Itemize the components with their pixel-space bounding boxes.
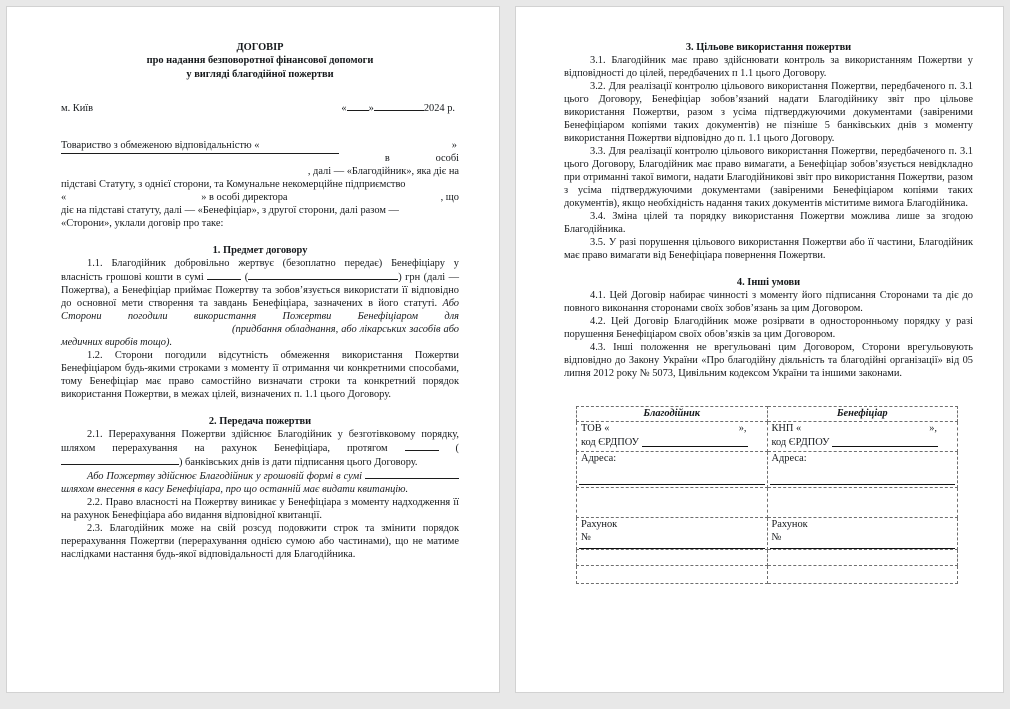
clause-2-1-text-a: 2.1. Перерахування Пожертви здійснює Благодійник у безготівковому порядку, шляхом перерахування на рахунок Бенефіціара, протягом <box>61 429 459 455</box>
heading-section-4: 4. Інші умови <box>736 277 801 288</box>
clause-2-1-alt-sum-blank[interactable] <box>365 469 459 479</box>
cell-donor-account[interactable] <box>577 518 768 550</box>
clause-2-1-days-words-blank[interactable] <box>61 455 179 465</box>
title-line-2: про надання безповоротної фінансової допомоги <box>146 55 374 67</box>
preamble-line-1 <box>61 139 459 152</box>
preamble-line-6: діє на підставі статуту, далі — «Бенефіціар», з другої сторони, далі разом — <box>61 205 399 217</box>
donor-org-name-row <box>581 423 763 435</box>
beneficiary-account-blank[interactable] <box>770 548 956 549</box>
document-page-2 <box>515 6 1004 693</box>
donor-address-blank[interactable] <box>579 484 765 485</box>
cell-beneficiary-spacer[interactable] <box>767 488 958 518</box>
clause-2-1-paren-open: ( <box>455 443 460 455</box>
cell-donor-signature[interactable] <box>577 550 768 566</box>
heading-section-1: 1. Предмет договору <box>212 245 308 257</box>
preamble-beneficiary-blank[interactable] <box>78 191 190 200</box>
cell-beneficiary-account[interactable] <box>767 518 958 550</box>
title-line-1: ДОГОВІР <box>236 42 284 53</box>
beneficiary-edrpou-label: код ЄРДПОУ <box>771 436 830 448</box>
clause-1-1-italic-b: (придбання обладнання, або лікарських засобів або медичних виробів тощо). <box>61 324 459 349</box>
date-day-blank[interactable] <box>347 101 369 111</box>
clause-1-1 <box>61 257 459 349</box>
clause-2-3: 2.3. Благодійник може на свій розсуд подовжити строк та змінити порядок перерахування Пожертви (перерахування однією сумою або частинами), що не матиме наслідками настання будь-якої відповідальності для Благодійника. <box>61 523 459 561</box>
preamble <box>61 139 459 230</box>
preamble-line-3: , далі — «Благодійник», яка діє на <box>307 166 459 178</box>
table-row-account <box>577 518 958 550</box>
preamble-director-text: » в особі директора <box>201 192 288 204</box>
clause-4-1: 4.1. Цей Договір набирає чинності з моменту його підписання Сторонами та діє до повного виконання сторонами своїх зобов’язань за цим Договором. <box>564 290 973 314</box>
city-date-row <box>61 101 459 115</box>
clause-2-2: 2.2. Право власності на Пожертву виникає у Бенефіціара з моменту надходження її на рахунок Бенефіціара або видання відповідної квитанції. <box>61 497 459 522</box>
clause-1-1-purpose-blank[interactable] <box>61 323 229 332</box>
preamble-word-osobi: особі <box>435 153 459 165</box>
preamble-donor-prefix: Товариство з обмеженою відповідальністю « <box>61 140 260 152</box>
preamble-donor-blank[interactable] <box>61 152 339 154</box>
donor-edrpou-row <box>581 437 748 448</box>
table-row-org <box>577 422 958 452</box>
beneficiary-org-prefix: КНП « <box>771 423 802 435</box>
beneficiary-address-blank[interactable] <box>770 484 956 485</box>
date-year: 2024 р. <box>423 103 455 115</box>
clause-2-1-alt <box>61 469 459 496</box>
donor-org-prefix: ТОВ « <box>581 423 610 435</box>
table-row-headers <box>577 407 958 422</box>
clause-1-1-italic-a: Або Сторони погодили використання Пожертви Бенефіціаром для <box>61 298 459 323</box>
preamble-line-5-tail: , що <box>440 192 459 204</box>
preamble-word-v: в <box>384 153 390 165</box>
title-line-3: у вигляді благодійної пожертви <box>186 68 334 80</box>
clause-2-1-text-c: ) банківських днів із дати підписання цього Договору. <box>179 457 418 469</box>
preamble-line-5 <box>61 191 459 204</box>
clause-3-4: 3.4. Зміна цілей та порядку використання Пожертви можлива лише за згодою Благодійника. <box>564 211 973 235</box>
clause-2-1-alt-italic-a: Або Пожертву здійснює Благодійник у грошовій формі в сумі <box>87 471 363 483</box>
cell-donor-address[interactable] <box>577 452 768 488</box>
cell-donor-footer[interactable] <box>577 566 768 584</box>
beneficiary-address-label: Адреса: <box>771 453 807 465</box>
table-header-beneficiary: Бенефіціар <box>767 407 958 422</box>
clause-4-3: 4.3. Інші положення не врегульовані цим Договором, Сторони врегульовують відповідно до Закону України «Про благодійну діяльність та благодійні організації» від 05 липня 2012 року № 5073, Цивільним кодексом України та іншими законами. <box>564 342 973 379</box>
table-row-signature-line <box>577 550 958 566</box>
donor-edrpou-blank[interactable] <box>642 436 748 447</box>
cell-beneficiary-footer[interactable] <box>767 566 958 584</box>
donor-edrpou-label: код ЄРДПОУ <box>581 436 640 448</box>
preamble-quote-close-1: » <box>451 140 457 152</box>
signatures-table <box>576 406 958 584</box>
date-open-quote: « <box>341 103 347 115</box>
clause-1-1-text-a: 1.1. Благодійник добровільно жертвує (безоплатно передає) Бенефіціару у власність грошові кошти в сумі <box>61 258 459 284</box>
clause-1-2: 1.2. Сторони погодили відсутність обмеження використання Пожертви Бенефіціаром будь-якими строками з моменту її отримання чи конкретними способами, тому Бенефіціар має право самостійно визначати строки та конкретний порядок використання Пожертви, в межах цілей, визначених п. 1.1 цього Договору. <box>61 350 459 401</box>
beneficiary-org-suffix: », <box>929 423 937 435</box>
donor-account-blank[interactable] <box>579 548 765 549</box>
cell-beneficiary-address[interactable] <box>767 452 958 488</box>
cell-beneficiary-signature[interactable] <box>767 550 958 566</box>
date-close-quote: » <box>368 103 374 115</box>
preamble-line-4: підставі Статуту, з однієї сторони, та Комунальне некомерційне підприємство <box>61 179 406 191</box>
clause-1-1-text-c: ) грн (далі — Пожертва), а Бенефіціар приймає Пожертву та зобов’язується використати її відповідно до основної мети створення та завдань Бенефіціара, зазначених в його статуті. <box>61 272 460 310</box>
clause-1-1-sum-blank[interactable] <box>207 270 241 280</box>
clause-2-1 <box>61 428 459 469</box>
beneficiary-account-label: Рахунок <box>771 519 808 531</box>
document-page-1 <box>6 6 500 693</box>
table-row-spacer <box>577 488 958 518</box>
document-title <box>61 41 459 81</box>
clause-1-1-paren-open: ( <box>244 272 249 284</box>
page-1-content <box>7 7 499 561</box>
table-header-donor: Благодійник <box>577 407 768 422</box>
beneficiary-account-number-label: № <box>771 531 782 543</box>
donor-org-suffix: », <box>738 423 747 435</box>
beneficiary-edrpou-row <box>772 437 939 448</box>
city-label: м. Київ <box>61 103 94 115</box>
donor-account-number-label: № <box>581 531 591 543</box>
cell-donor-org[interactable] <box>577 422 768 452</box>
preamble-director-blank[interactable] <box>299 191 429 200</box>
date-month-blank[interactable] <box>374 101 424 111</box>
preamble-quote-open-2: « <box>61 192 67 204</box>
clause-4-2: 4.2. Цей Договір Благодійник може розірвати в односторонньому порядку у разі порушення Бенефіціаром своїх обов’язків за цим Договором. <box>564 316 973 340</box>
beneficiary-org-name-row <box>772 423 954 435</box>
cell-beneficiary-org[interactable] <box>767 422 958 452</box>
clause-2-1-alt-italic-b: шляхом внесення в касу Бенефіціара, про що останній має видати квитанцію. <box>61 484 409 496</box>
table-row-address <box>577 452 958 488</box>
heading-section-3: 3. Цільове використання пожертви <box>685 42 852 53</box>
beneficiary-edrpou-blank[interactable] <box>832 436 938 447</box>
date-field <box>341 101 459 115</box>
heading-section-2: 2. Передача пожертви <box>208 416 312 428</box>
clause-1-1-sum-words-blank[interactable] <box>248 270 398 280</box>
donor-address-label: Адреса: <box>581 453 617 465</box>
clause-3-5: 3.5. У разі порушення цільового використання Пожертви або її частини, Благодійник має право вимагати від Бенефіціара повернення Пожертви. <box>564 237 973 261</box>
preamble-line-2 <box>61 152 459 165</box>
cell-donor-spacer[interactable] <box>577 488 768 518</box>
page-2-content <box>516 7 1003 584</box>
table-row-footer <box>577 566 958 584</box>
preamble-line-7: «Сторони», уклали договір про таке: <box>61 218 224 230</box>
clause-3-1: 3.1. Благодійник має право здійснювати контроль за використанням Пожертви у відповідності до цілей, передбачених п 1.1 цього Договору. <box>564 55 973 79</box>
clause-2-1-days-blank[interactable] <box>405 441 439 451</box>
donor-account-label: Рахунок <box>581 519 618 531</box>
clause-3-2: 3.2. Для реалізації контролю цільового використання Пожертви, передбаченого п. 3.1 цього Договору, Бенефіціар зобов’язаний надати Благодійнику звіт про цільове використання Пожертви, разом з усіма підтверджуючими документами (завіреними Бенефіціаром копіями таких документів) не пізніше 5 банківських днів з моменту використання Пожертви відповідно до п. 1.1 цього Договору. <box>564 81 973 144</box>
clause-3-3: 3.3. Для реалізації контролю цільового використання Пожертви, передбаченого п. 3.1 цього Договору, Благодійник має право вимагати, а Бенефіціар зобов’язується невідкладно при отриманні такої вимоги, надати Благодійникові звіт про використання Пожертви, разом з усіма підтверджуючими документами (завіреними Бенефіціаром копіями таких документів), якщо необхідність надання таких документів міститиме вимога Благодійника. <box>564 146 973 209</box>
